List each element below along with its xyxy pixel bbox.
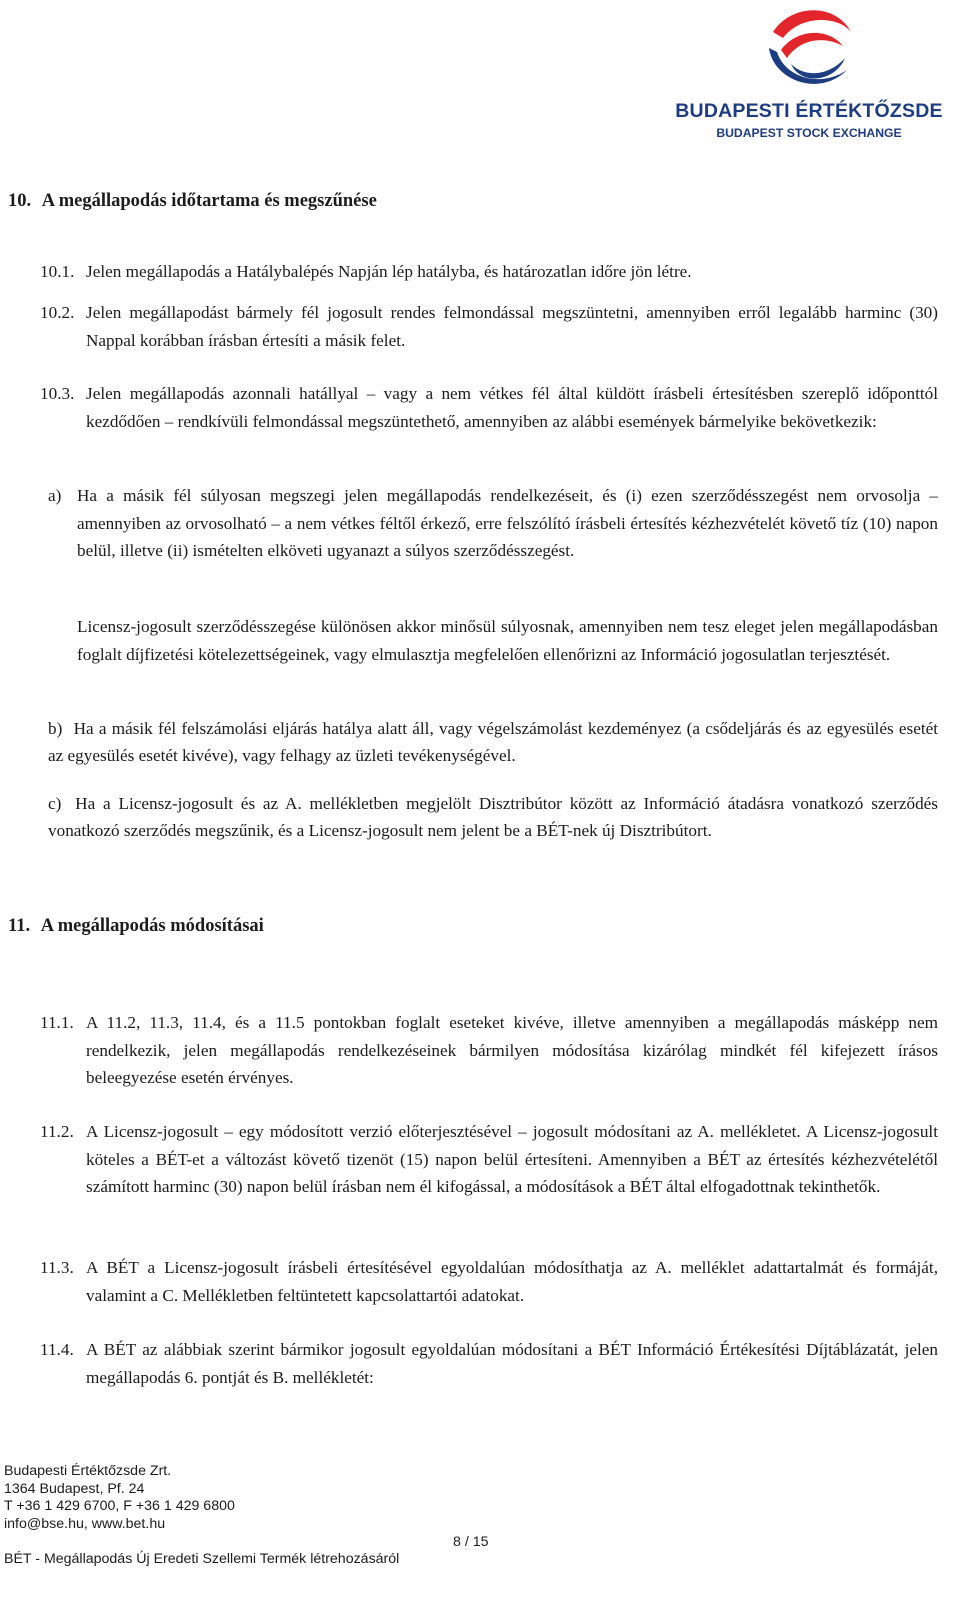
clause-text: Jelen megállapodás azonnali hatállyal – vagy a nem vétkes fél által küldött írásbeli értesítésben szereplő időponttól kezdődően – rendkívüli felmondással megszüntethető, amennyiben az alábbi események bármelyike bekövetkezik: [86,384,938,431]
clause-number: 11.3. [40,1258,74,1277]
footer-doc-title: BÉT - Megállapodás Új Eredeti Szellemi Termék létrehozásáról [4,1551,400,1567]
item-text: Licensz-jogosult szerződésszegése különösen akkor minősül súlyosnak, amennyiben nem tesz eleget jelen megállapodásban foglalt díjfizetési kötelezettségeinek, vagy elmulasztja megfelelően ellenőrizni az Információ jogosulatlan terjesztését. [77,617,938,664]
logo-subtitle: BUDAPEST STOCK EXCHANGE [716,126,902,140]
clause-text: A BÉT az alábbiak szerint bármikor jogosult egyoldalúan módosítani a BÉT Információ Értékesítési Díjtáblázatát, jelen megállapodás 6. pontját és B. mellékletét: [86,1340,938,1387]
footer-web: info@bse.hu, www.bet.hu [4,1516,166,1532]
clause-text: Jelen megállapodás a Hatálybalépés Napján lép hatályba, és határozatlan időre jön létre. [86,262,692,281]
section-number: 10. [8,191,32,211]
clause-number: 10.2. [40,303,75,322]
item-label: b) [48,719,63,738]
footer-address: 1364 Budapest, Pf. 24 [4,1481,145,1497]
bse-logo-mark-icon [761,2,857,94]
item-text: Ha a Licensz-jogosult és az A. mellékletben megjelölt Disztribútor között az Információ átadásra vonatkozó szerződés [75,794,938,813]
item-label: c) [48,794,62,813]
item-label: a) [48,486,62,505]
clause-text: A Licensz-jogosult – egy módosított verzió előterjesztésével – jogosult módosítani az A. mellékletet. A Licensz-jogosult köteles a BÉT-et a változást követő tizenöt (15) napon belül értesíteni. Amennyiben a BÉT az értesítés kézhezvételétől számított harminc (30) napon belül írásban nem él kifogással, a módosítások a BÉT által elfogadottnak tekinthetők. [86,1122,938,1196]
clause-number: 11.4. [40,1340,74,1359]
footer-company: Budapesti Értéktőzsde Zrt. [4,1463,172,1479]
clause-text: A 11.2, 11.3, 11.4, és a 11.5 pontokban foglalt eseteket kivéve, illetve amennyiben a megállapodás másképp nem rendelkezik, jelen megállapodás rendelkezéseinek bármilyen módosítása kizárólag mindkét fél kifejezett írásos beleegyezése esetén érvényes. [86,1013,938,1087]
item-continuation: az egyesülés esetét kivéve), vagy felhagy az üzleti tevékenységével. [48,746,516,765]
section-title: A megállapodás módosításai [40,916,264,936]
item-text: Ha a másik fél felszámolási eljárás hatálya alatt áll, vagy végelszámolást kezdeményez (a csődeljárás és az egyesülés esetét [73,719,938,738]
footer-phone: T +36 1 429 6700, F +36 1 429 6800 [4,1498,235,1514]
clause-text: A BÉT a Licensz-jogosult írásbeli értesítésével egyoldalúan módosíthatja az A. melléklet adattartalmát és formáját, valamint a C. Mellékletben feltüntetett kapcsolattartói adatokat. [86,1258,938,1305]
clause-number: 10.1. [40,262,75,281]
clause-number: 11.1. [40,1013,74,1032]
section-heading [8,916,264,937]
bse-logo [673,2,945,142]
clause-text: Jelen megállapodást bármely fél jogosult rendes felmondással megszüntetni, amennyiben erről legalább harminc (30) Nappal korábban írásban értesíti a másik felet. [86,303,938,350]
item-first-line [48,790,938,818]
section-number: 11. [8,916,31,936]
clause-number: 10.3. [40,384,75,403]
section-title: A megállapodás időtartama és megszűnése [41,191,377,211]
item-continuation: vonatkozó szerződés megszűnik, és a Licensz-jogosult nem jelent be a BÉT-nek új Disztribútort. [48,821,712,840]
clause-number: 11.2. [40,1122,74,1141]
section-heading [8,191,377,212]
logo-name: BUDAPESTI ÉRTÉKTŐZSDE [675,100,943,122]
item-text: Ha a másik fél súlyosan megszegi jelen megállapodás rendelkezéseit, és (i) ezen szerződésszegést nem orvosolja – amennyiben az orvosolható – a nem vétkes féltől érkező, erre felszólító írásbeli értesítés kézhezvételét követő tíz (10) napon belül, illetve (ii) ismételten elköveti ugyanazt a súlyos szerződésszegést. [77,486,938,560]
page-number: 8 / 15 [453,1534,489,1550]
item-first-line [48,715,938,743]
